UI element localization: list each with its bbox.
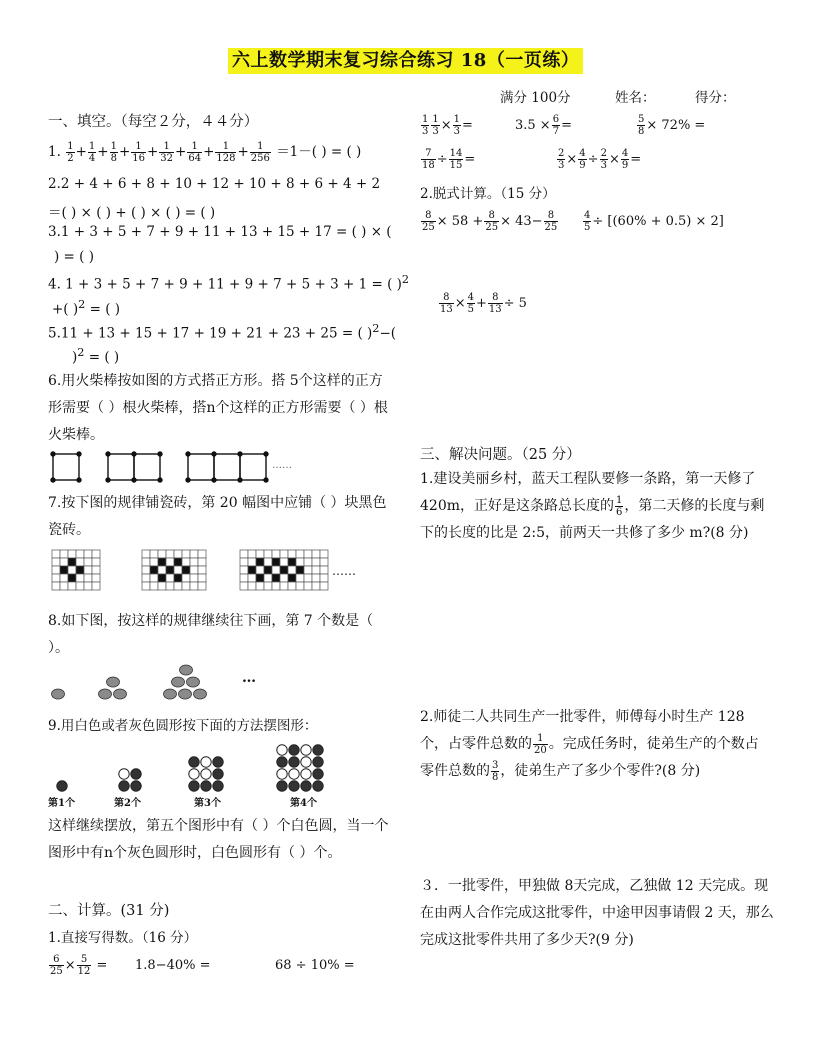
black-tile xyxy=(158,574,166,582)
white-tile xyxy=(84,566,92,574)
white-tile xyxy=(312,582,320,590)
q8-text: 8.如下图，按这样的规律继续往下画，第 7 个数是（ ）。 xyxy=(48,613,374,656)
q7-text: 7.按下图的规律铺瓷砖，第 20 幅图中应铺（ ）块黑色瓷砖。 xyxy=(48,495,387,538)
white-tile xyxy=(280,550,288,558)
calc-r1a: $\frac{1}{3}$ $\frac{1}{3}$ × $\frac{1}{3}$ = xyxy=(422,114,473,137)
white-tile xyxy=(240,582,248,590)
gray-circle xyxy=(201,781,211,791)
gray-circle xyxy=(119,781,129,791)
white-tile xyxy=(312,566,320,574)
name-label: 姓名： xyxy=(615,90,656,106)
gray-circle xyxy=(289,781,299,791)
q2-line2: ＝( ) × ( ) + ( ) × ( ) = ( ) xyxy=(48,205,216,221)
white-circle xyxy=(119,769,129,779)
q5-line1 xyxy=(48,322,396,342)
pyramid-dots: … xyxy=(242,670,256,686)
black-tile xyxy=(76,566,84,574)
white-tile xyxy=(288,550,296,558)
white-circle xyxy=(301,769,311,779)
white-tile xyxy=(92,574,100,582)
q5-b-sup: 2 xyxy=(77,346,85,359)
white-tile xyxy=(248,582,256,590)
plus-sign: + xyxy=(75,144,87,160)
gray-circle xyxy=(289,745,299,755)
calc-e2: $\frac{4}{5}$ ÷ [(60% + 0.5) × 2] xyxy=(584,210,724,233)
plus-sign: + xyxy=(118,144,131,160)
white-tile xyxy=(182,582,190,590)
q3-line2: ) = ( ) xyxy=(54,249,94,265)
white-tile xyxy=(92,558,100,566)
q5-b2: = ( ) xyxy=(88,349,120,366)
gray-circle xyxy=(57,781,67,791)
white-tile xyxy=(240,566,248,574)
white-tile xyxy=(52,550,60,558)
plus-sign: + xyxy=(146,144,159,160)
white-tile xyxy=(320,574,328,582)
black-tile xyxy=(60,566,68,574)
gray-circle xyxy=(131,769,141,779)
score-label: 得分： xyxy=(695,90,736,106)
gray-circle xyxy=(277,781,287,791)
white-tile xyxy=(312,558,320,566)
plus-sign: + xyxy=(97,144,109,160)
white-tile xyxy=(198,550,206,558)
white-tile xyxy=(76,550,84,558)
white-tile xyxy=(174,582,182,590)
white-tile xyxy=(312,574,320,582)
q5-sup: 2 xyxy=(372,322,380,335)
white-tile xyxy=(76,574,84,582)
white-tile xyxy=(182,574,190,582)
black-tile xyxy=(68,558,76,566)
white-tile xyxy=(182,550,190,558)
calc-r2a: $\frac{7}{18}$ ÷ $\frac{14}{15}$ = xyxy=(422,148,476,171)
black-tile xyxy=(150,566,158,574)
part3-heading: 三、解决问题。（25 分） xyxy=(420,447,581,463)
white-tile xyxy=(142,550,150,558)
white-tile xyxy=(76,558,84,566)
white-tile xyxy=(84,574,92,582)
gray-circle xyxy=(313,781,323,791)
q6-text: 6.用火柴棒按如图的方式搭正方形。搭 5个这样的正方形需要（ ）根火柴棒，搭n个这样的正方形需要（ ）根火柴棒。 xyxy=(48,373,388,443)
white-circle xyxy=(189,769,199,779)
white-tile xyxy=(264,574,272,582)
gray-circle xyxy=(313,745,323,755)
tile-dots: …… xyxy=(332,564,356,578)
white-tile xyxy=(296,582,304,590)
white-tile xyxy=(296,574,304,582)
q9-followup: 这样继续摆放，第五个图形中有（ ）个白色圆，当一个图形中有n个灰色圆形时，白色圆形有（ ）个。 xyxy=(48,818,389,861)
q1-fraction: $\frac{1}{32}$ xyxy=(160,141,174,164)
white-tile xyxy=(272,566,280,574)
q5-line2 xyxy=(72,346,119,366)
q4-b: +( ) xyxy=(52,301,79,318)
white-tile xyxy=(60,574,68,582)
white-tile xyxy=(240,558,248,566)
q1-fraction: $\frac{1}{4}$ xyxy=(88,141,96,164)
black-tile xyxy=(174,558,182,566)
white-tile xyxy=(288,582,296,590)
calc-r1b: 3.5 × $\frac{6}{7}$ = xyxy=(515,114,572,137)
q1-fraction: $\frac{1}{8}$ xyxy=(110,141,117,164)
black-tile xyxy=(296,566,304,574)
white-tile xyxy=(304,558,312,566)
white-tile xyxy=(158,550,166,558)
white-tile xyxy=(92,566,100,574)
white-tile xyxy=(264,550,272,558)
white-tile xyxy=(256,550,264,558)
white-tile xyxy=(248,550,256,558)
white-tile xyxy=(320,566,328,574)
white-tile xyxy=(280,582,288,590)
page-title: 六上数学期末复习综合练习 18（一页练） xyxy=(228,48,583,74)
q4-line2 xyxy=(52,298,120,318)
white-tile xyxy=(52,574,60,582)
dot-pyramid-figure xyxy=(48,660,248,704)
white-tile xyxy=(68,566,76,574)
white-circle xyxy=(277,769,287,779)
fig-label-4: 第4个 xyxy=(290,798,317,809)
black-tile xyxy=(248,566,256,574)
white-tile xyxy=(76,582,84,590)
q9-text: 9.用白色或者灰色圆形按下面的方法摆图形： xyxy=(48,718,318,734)
plus-sign: + xyxy=(237,144,249,160)
q1 xyxy=(48,140,361,164)
white-tile xyxy=(60,582,68,590)
white-tile xyxy=(190,566,198,574)
white-tile xyxy=(60,558,68,566)
q2-line1: 2.2 + 4 + 6 + 8 + 10 + 12 + 10 + 8 + 6 + 4 + 2 xyxy=(48,176,381,192)
white-tile xyxy=(166,582,174,590)
q1-fraction: $\frac{1}{256}$ xyxy=(250,141,270,164)
gray-circle xyxy=(213,769,223,779)
calc-68-div: 68 ÷ 10% = xyxy=(275,958,355,973)
q4-line1 xyxy=(48,273,409,293)
black-tile xyxy=(272,574,280,582)
white-tile xyxy=(198,558,206,566)
white-tile xyxy=(256,582,264,590)
white-tile xyxy=(280,558,288,566)
black-tile xyxy=(280,566,288,574)
black-tile xyxy=(174,574,182,582)
white-tile xyxy=(158,582,166,590)
black-tile xyxy=(182,566,190,574)
q1-fraction: $\frac{1}{128}$ xyxy=(216,141,236,164)
white-tile xyxy=(256,566,264,574)
gray-circle xyxy=(313,769,323,779)
white-tile xyxy=(190,550,198,558)
white-tile xyxy=(296,550,304,558)
white-tile xyxy=(198,574,206,582)
black-tile xyxy=(288,574,296,582)
white-tile xyxy=(150,550,158,558)
q4-expr: 4. 1 + 3 + 5 + 7 + 9 + 11 + 9 + 7 + 5 + 3 + 1 = ( ) xyxy=(48,276,402,293)
fig-label-2: 第2个 xyxy=(114,798,141,809)
calc-r2b: $\frac{2}{3}$ × $\frac{4}{9}$ ÷ $\frac{2}{3}$ × $\frac{4}{9}$ = xyxy=(558,148,642,171)
white-tile xyxy=(84,550,92,558)
white-circle xyxy=(201,769,211,779)
q5-a2: −( xyxy=(379,325,397,342)
white-tile xyxy=(320,550,328,558)
part2-heading: 二、计算。(31 分) xyxy=(48,903,170,919)
calc-1-8-minus: 1.8−40% = xyxy=(135,958,211,973)
white-tile xyxy=(92,550,100,558)
white-tile xyxy=(288,566,296,574)
q1-fraction: $\frac{1}{64}$ xyxy=(188,141,202,164)
white-tile xyxy=(142,574,150,582)
white-tile xyxy=(240,550,248,558)
white-tile xyxy=(198,582,206,590)
frac-6-25: $\frac{6}{25}$ xyxy=(50,954,63,977)
gray-circle xyxy=(313,757,323,767)
matchstick-figure xyxy=(48,450,308,486)
problem-1: 1.建设美丽乡村，蓝天工程队要修一条路，第一天修了 420m，正好是这条路总长度的 $\frac{1}{6}$ ，第二天修的长度与剩下的长度的比是 2:5，前两天一共修了多少 m?(8 分) xyxy=(420,471,765,541)
black-tile xyxy=(264,566,272,574)
white-tile xyxy=(150,582,158,590)
white-tile xyxy=(264,582,272,590)
white-tile xyxy=(60,550,68,558)
q1-fraction: $\frac{1}{2}$ xyxy=(67,141,74,164)
gray-circle xyxy=(189,757,199,767)
white-circle xyxy=(301,745,311,755)
q1-prefix: 1. xyxy=(48,144,61,160)
gray-circle xyxy=(131,781,141,791)
white-tile xyxy=(320,582,328,590)
white-tile xyxy=(166,550,174,558)
q1-fraction-sum xyxy=(65,141,272,164)
tile-figure xyxy=(50,548,340,598)
q5-b: ) xyxy=(72,349,78,366)
white-tile xyxy=(84,582,92,590)
white-tile xyxy=(304,566,312,574)
white-tile xyxy=(320,558,328,566)
black-tile xyxy=(68,574,76,582)
full-score-label: 满分 100分 xyxy=(500,90,571,106)
black-tile xyxy=(256,574,264,582)
problem-3: ３．一批零件，甲独做 8天完成，乙独做 12 天完成。现在由两人合作完成这批零件，中途甲因事请假 2 天，那么完成这批零件共用了多少天?(9 分) xyxy=(420,878,774,948)
white-tile xyxy=(142,558,150,566)
fig-label-1: 第1个 xyxy=(48,798,75,809)
q1-tail: ＝1－( ) = ( ) xyxy=(276,144,362,160)
white-tile xyxy=(174,566,182,574)
white-tile xyxy=(142,582,150,590)
frac-5-12: $\frac{5}{12}$ xyxy=(77,954,91,977)
white-tile xyxy=(52,558,60,566)
white-tile xyxy=(248,558,256,566)
gray-circle xyxy=(213,781,223,791)
white-tile xyxy=(190,558,198,566)
white-tile xyxy=(264,558,272,566)
fig-label-3: 第3个 xyxy=(194,798,221,809)
plus-sign: + xyxy=(203,144,215,160)
white-tile xyxy=(166,558,174,566)
white-tile xyxy=(190,574,198,582)
white-tile xyxy=(296,558,304,566)
part2-sub2: 2.脱式计算。（15 分） xyxy=(420,186,556,202)
q4-sup: 2 xyxy=(401,273,410,286)
q3-line1: 3.1 + 3 + 5 + 7 + 9 + 11 + 13 + 15 + 17 = ( ) × ( xyxy=(48,224,392,240)
part2-sub1: 1.直接写得数。（16 分） xyxy=(48,930,198,946)
white-tile xyxy=(68,550,76,558)
plus-sign: + xyxy=(175,144,187,160)
white-tile xyxy=(150,558,158,566)
calc-e1: $\frac{8}{25}$ × 58 + $\frac{8}{25}$ × 43− $\frac{8}{25}$ xyxy=(422,210,558,233)
white-tile xyxy=(304,550,312,558)
white-tile xyxy=(240,574,248,582)
matchstick-dots: …… xyxy=(272,460,292,471)
gray-circle xyxy=(301,781,311,791)
black-tile xyxy=(166,566,174,574)
white-tile xyxy=(158,566,166,574)
q5-expr: 5.11 + 13 + 15 + 17 + 19 + 21 + 23 + 25 = ( ) xyxy=(48,325,373,342)
white-tile xyxy=(198,566,206,574)
white-circle xyxy=(301,757,311,767)
white-tile xyxy=(272,582,280,590)
q4-b-sup: 2 xyxy=(78,298,86,311)
calc-r1c: $\frac{5}{8}$ × 72% = xyxy=(638,114,706,137)
black-tile xyxy=(272,558,280,566)
white-tile xyxy=(248,574,256,582)
white-tile xyxy=(52,582,60,590)
black-tile xyxy=(288,558,296,566)
black-tile xyxy=(256,558,264,566)
problem-2: 2.师徒二人共同生产一批零件，师傅每小时生产 128个，占零件总数的 $\frac{1}{20}$ 。完成任务时，徒弟生产的个数占零件总数的 $\frac{3}{8}$ ，徒弟生产了多少个零件?(8 分) xyxy=(420,709,759,783)
q4-b2: = ( ) xyxy=(89,301,121,318)
white-tile xyxy=(150,574,158,582)
white-tile xyxy=(166,574,174,582)
white-circle xyxy=(277,745,287,755)
white-circle xyxy=(289,769,299,779)
white-tile xyxy=(304,574,312,582)
white-tile xyxy=(272,550,280,558)
white-tile xyxy=(280,574,288,582)
calc-row-left: $\frac{6}{25}$ × $\frac{5}{12}$ = xyxy=(50,954,108,977)
gray-circle xyxy=(289,757,299,767)
white-tile xyxy=(68,582,76,590)
white-tile xyxy=(190,582,198,590)
gray-circle xyxy=(189,781,199,791)
gray-circle xyxy=(213,757,223,767)
gray-circle xyxy=(277,757,287,767)
white-tile xyxy=(142,566,150,574)
white-tile xyxy=(52,566,60,574)
q1-fraction: $\frac{1}{16}$ xyxy=(132,141,145,164)
white-tile xyxy=(174,550,182,558)
white-tile xyxy=(92,582,100,590)
white-tile xyxy=(182,558,190,566)
black-tile xyxy=(158,558,166,566)
white-circle xyxy=(201,757,211,767)
calc-e3: $\frac{8}{13}$ × $\frac{4}{5}$ + $\frac{8}{13}$ ÷ 5 xyxy=(440,292,527,315)
white-tile xyxy=(304,582,312,590)
white-tile xyxy=(84,558,92,566)
part1-heading: 一、填空。（每空２分，４４分） xyxy=(48,114,259,130)
white-tile xyxy=(312,550,320,558)
